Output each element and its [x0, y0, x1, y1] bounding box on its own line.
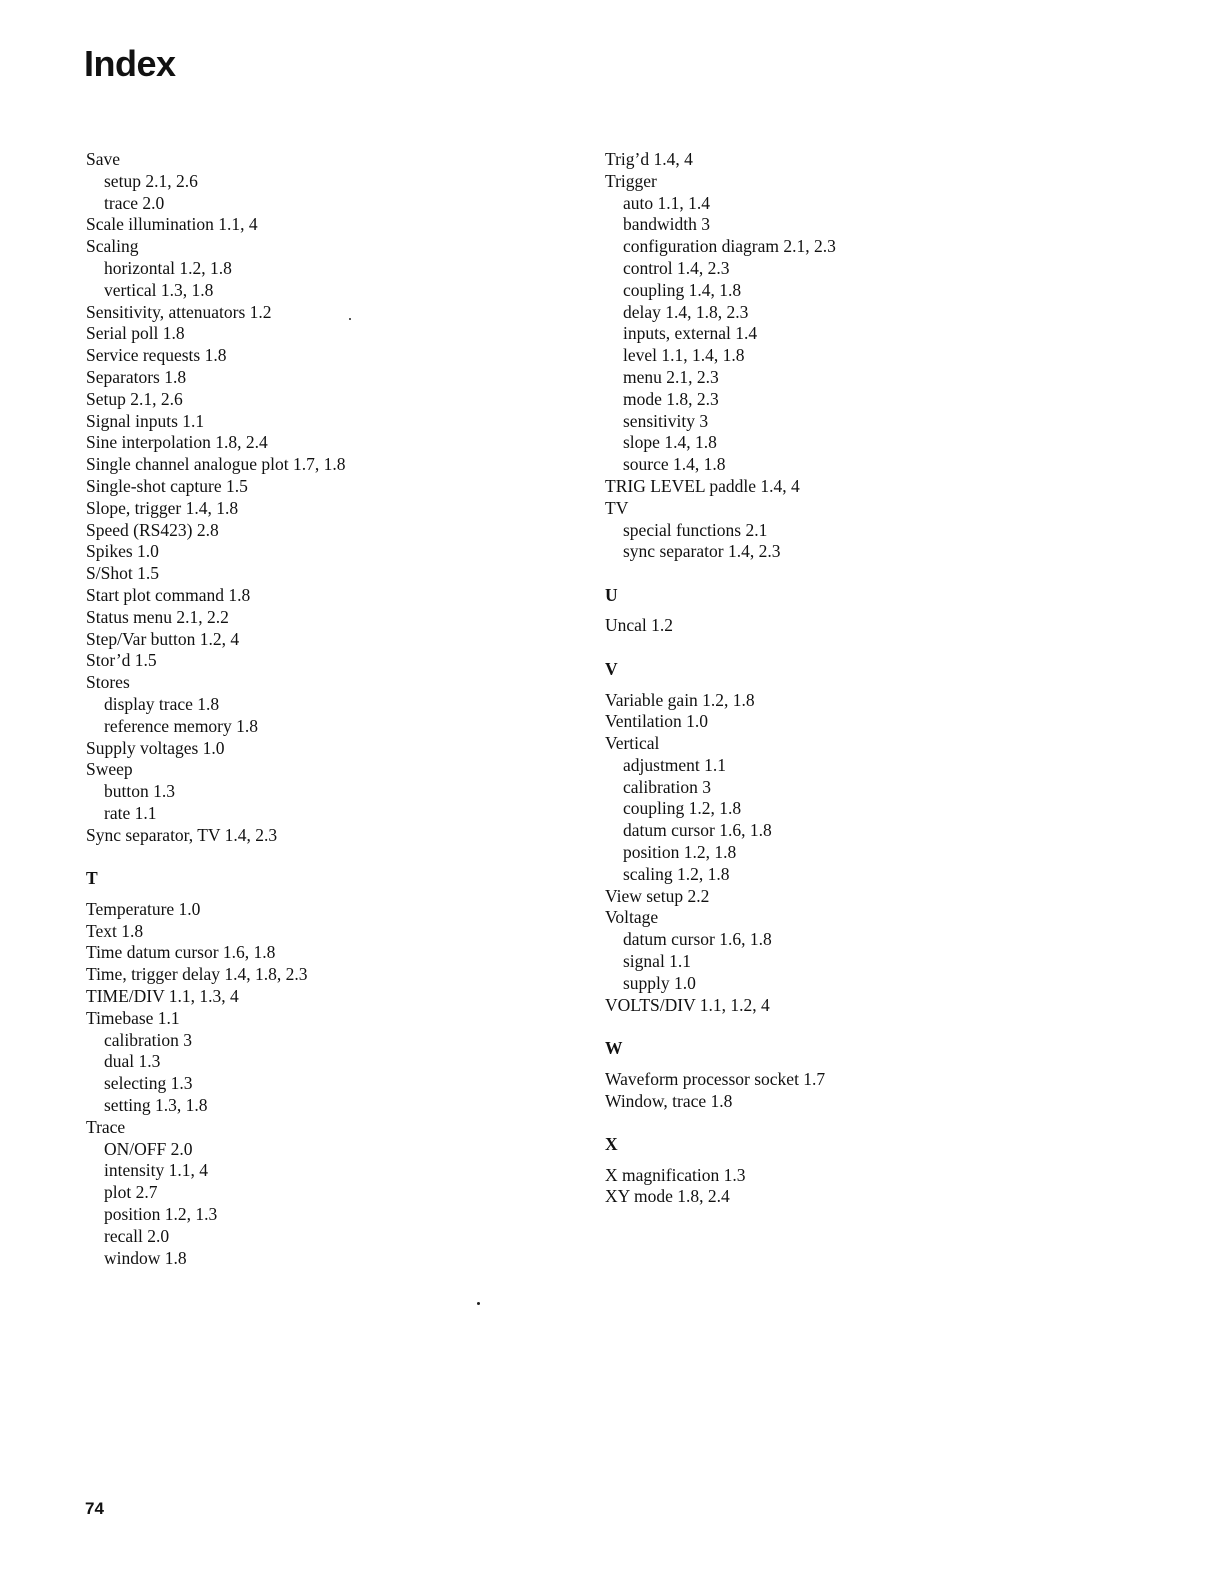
index-subentry: mode 1.8, 2.3 [623, 388, 719, 409]
index-entry: Save [86, 149, 121, 169]
index-subentry: setting 1.3, 1.8 [104, 1094, 208, 1115]
index-subentry: menu 2.1, 2.3 [623, 366, 719, 387]
index-entry: Single channel analogue plot 1.7, 1.8 [86, 454, 346, 475]
index-entry: Slope, trigger 1.4, 1.8 [86, 497, 239, 518]
index-subentry: trace 2.0 [104, 192, 165, 213]
index-entry: Trig’d 1.4, 4 [605, 149, 693, 169]
scan-speck [349, 318, 351, 320]
index-entry: Supply voltages 1.0 [86, 737, 225, 758]
index-entry: Stores [86, 672, 130, 693]
index-subentry: sync separator 1.4, 2.3 [623, 541, 781, 562]
index-subentry: rate 1.1 [104, 802, 157, 823]
index-subentry: vertical 1.3, 1.8 [104, 279, 214, 300]
index-entry: Variable gain 1.2, 1.8 [605, 689, 755, 710]
index-subentry: scaling 1.2, 1.8 [623, 863, 730, 884]
index-entry: TRIG LEVEL paddle 1.4, 4 [605, 475, 800, 496]
index-subentry: horizontal 1.2, 1.8 [104, 257, 232, 278]
index-entry: Setup 2.1, 2.6 [86, 388, 183, 409]
index-entry: Window, trace 1.8 [605, 1090, 733, 1111]
index-column-left [86, 149, 556, 1269]
index-subentry: coupling 1.4, 1.8 [623, 279, 742, 300]
index-subentry: adjustment 1.1 [623, 754, 727, 775]
index-subentry: intensity 1.1, 4 [104, 1160, 209, 1181]
index-entry: Text 1.8 [86, 920, 144, 941]
index-subentry: inputs, external 1.4 [623, 323, 758, 344]
page-number: 74 [85, 1499, 104, 1518]
index-subentry: datum cursor 1.6, 1.8 [623, 929, 772, 950]
index-subentry: setup 2.1, 2.6 [104, 170, 198, 191]
index-section [86, 149, 556, 847]
index-entry: Trigger [605, 170, 657, 191]
index-entry: Sweep [86, 759, 133, 780]
index-subentry: recall 2.0 [104, 1225, 170, 1246]
index-entry: Scaling [86, 236, 139, 257]
index-section [605, 1038, 1125, 1112]
index-entry: Uncal 1.2 [605, 615, 674, 636]
index-entry: S/Shot 1.5 [86, 563, 159, 584]
index-subentry: sensitivity 3 [623, 410, 709, 431]
index-subentry: supply 1.0 [623, 972, 696, 993]
section-letter: X [605, 1134, 618, 1155]
index-subentry: calibration 3 [623, 776, 711, 797]
index-entry: TV [605, 497, 629, 518]
index-section [605, 659, 1125, 1016]
index-entry: Serial poll 1.8 [86, 323, 185, 344]
index-entry: Ventilation 1.0 [605, 711, 709, 732]
index-subentry: position 1.2, 1.8 [623, 842, 737, 863]
index-entry: Time, trigger delay 1.4, 1.8, 2.3 [86, 964, 308, 985]
index-subentry: slope 1.4, 1.8 [623, 432, 717, 453]
index-subentry: signal 1.1 [623, 951, 692, 972]
section-letter: W [605, 1038, 623, 1059]
index-subentry: special functions 2.1 [623, 519, 768, 540]
index-entry: Stor’d 1.5 [86, 650, 157, 671]
index-entry: Vertical [605, 733, 660, 754]
section-letter: T [86, 868, 98, 889]
index-entry: Signal inputs 1.1 [86, 410, 205, 431]
index-entry: TIME/DIV 1.1, 1.3, 4 [86, 985, 239, 1006]
section-letter: U [605, 584, 618, 605]
index-subentry: level 1.1, 1.4, 1.8 [623, 345, 745, 366]
index-entry: Status menu 2.1, 2.2 [86, 606, 229, 627]
index-subentry: display trace 1.8 [104, 693, 220, 714]
scan-speck [477, 1302, 480, 1305]
index-subentry: selecting 1.3 [104, 1073, 193, 1094]
index-column-right [605, 149, 1125, 1208]
index-section [605, 585, 1125, 637]
index-entry: Service requests 1.8 [86, 345, 227, 366]
index-subentry: dual 1.3 [104, 1051, 161, 1072]
index-subentry: datum cursor 1.6, 1.8 [623, 820, 772, 841]
index-subentry: delay 1.4, 1.8, 2.3 [623, 301, 749, 322]
index-subentry: plot 2.7 [104, 1182, 158, 1203]
index-entry: X magnification 1.3 [605, 1164, 746, 1185]
index-entry: XY mode 1.8, 2.4 [605, 1186, 730, 1207]
index-entry: Time datum cursor 1.6, 1.8 [86, 942, 276, 963]
index-subentry: coupling 1.2, 1.8 [623, 798, 742, 819]
index-subentry: window 1.8 [104, 1247, 187, 1268]
index-entry: VOLTS/DIV 1.1, 1.2, 4 [605, 994, 770, 1015]
index-subentry: auto 1.1, 1.4 [623, 192, 711, 213]
index-subentry: control 1.4, 2.3 [623, 257, 730, 278]
index-entry: Temperature 1.0 [86, 898, 201, 919]
index-entry: Start plot command 1.8 [86, 584, 251, 605]
index-subentry: button 1.3 [104, 781, 175, 802]
index-subentry: configuration diagram 2.1, 2.3 [623, 236, 836, 257]
index-section [86, 868, 556, 1269]
index-entry: Sync separator, TV 1.4, 2.3 [86, 824, 278, 845]
index-subentry: calibration 3 [104, 1029, 192, 1050]
index-entry: Sensitivity, attenuators 1.2 [86, 301, 272, 322]
index-subentry: position 1.2, 1.3 [104, 1203, 218, 1224]
section-letter: V [605, 659, 618, 680]
index-entry: Single-shot capture 1.5 [86, 475, 248, 496]
index-entry: Waveform processor socket 1.7 [605, 1068, 826, 1089]
index-entry: Speed (RS423) 2.8 [86, 519, 219, 540]
index-section [605, 1134, 1125, 1208]
index-entry: Step/Var button 1.2, 4 [86, 628, 240, 649]
index-entry: Sine interpolation 1.8, 2.4 [86, 432, 268, 453]
index-entry: Voltage [605, 907, 659, 928]
index-entry: Timebase 1.1 [86, 1007, 180, 1028]
index-subentry: source 1.4, 1.8 [623, 454, 726, 475]
index-entry: Trace [86, 1116, 126, 1137]
page-title: Index [84, 43, 176, 84]
index-subentry: ON/OFF 2.0 [104, 1138, 193, 1159]
index-entry: Spikes 1.0 [86, 541, 159, 562]
index-section [605, 149, 1125, 563]
index-subentry: reference memory 1.8 [104, 715, 259, 736]
index-entry: View setup 2.2 [605, 885, 710, 906]
index-subentry: bandwidth 3 [623, 214, 711, 235]
index-entry: Separators 1.8 [86, 366, 187, 387]
index-entry: Scale illumination 1.1, 4 [86, 214, 258, 235]
